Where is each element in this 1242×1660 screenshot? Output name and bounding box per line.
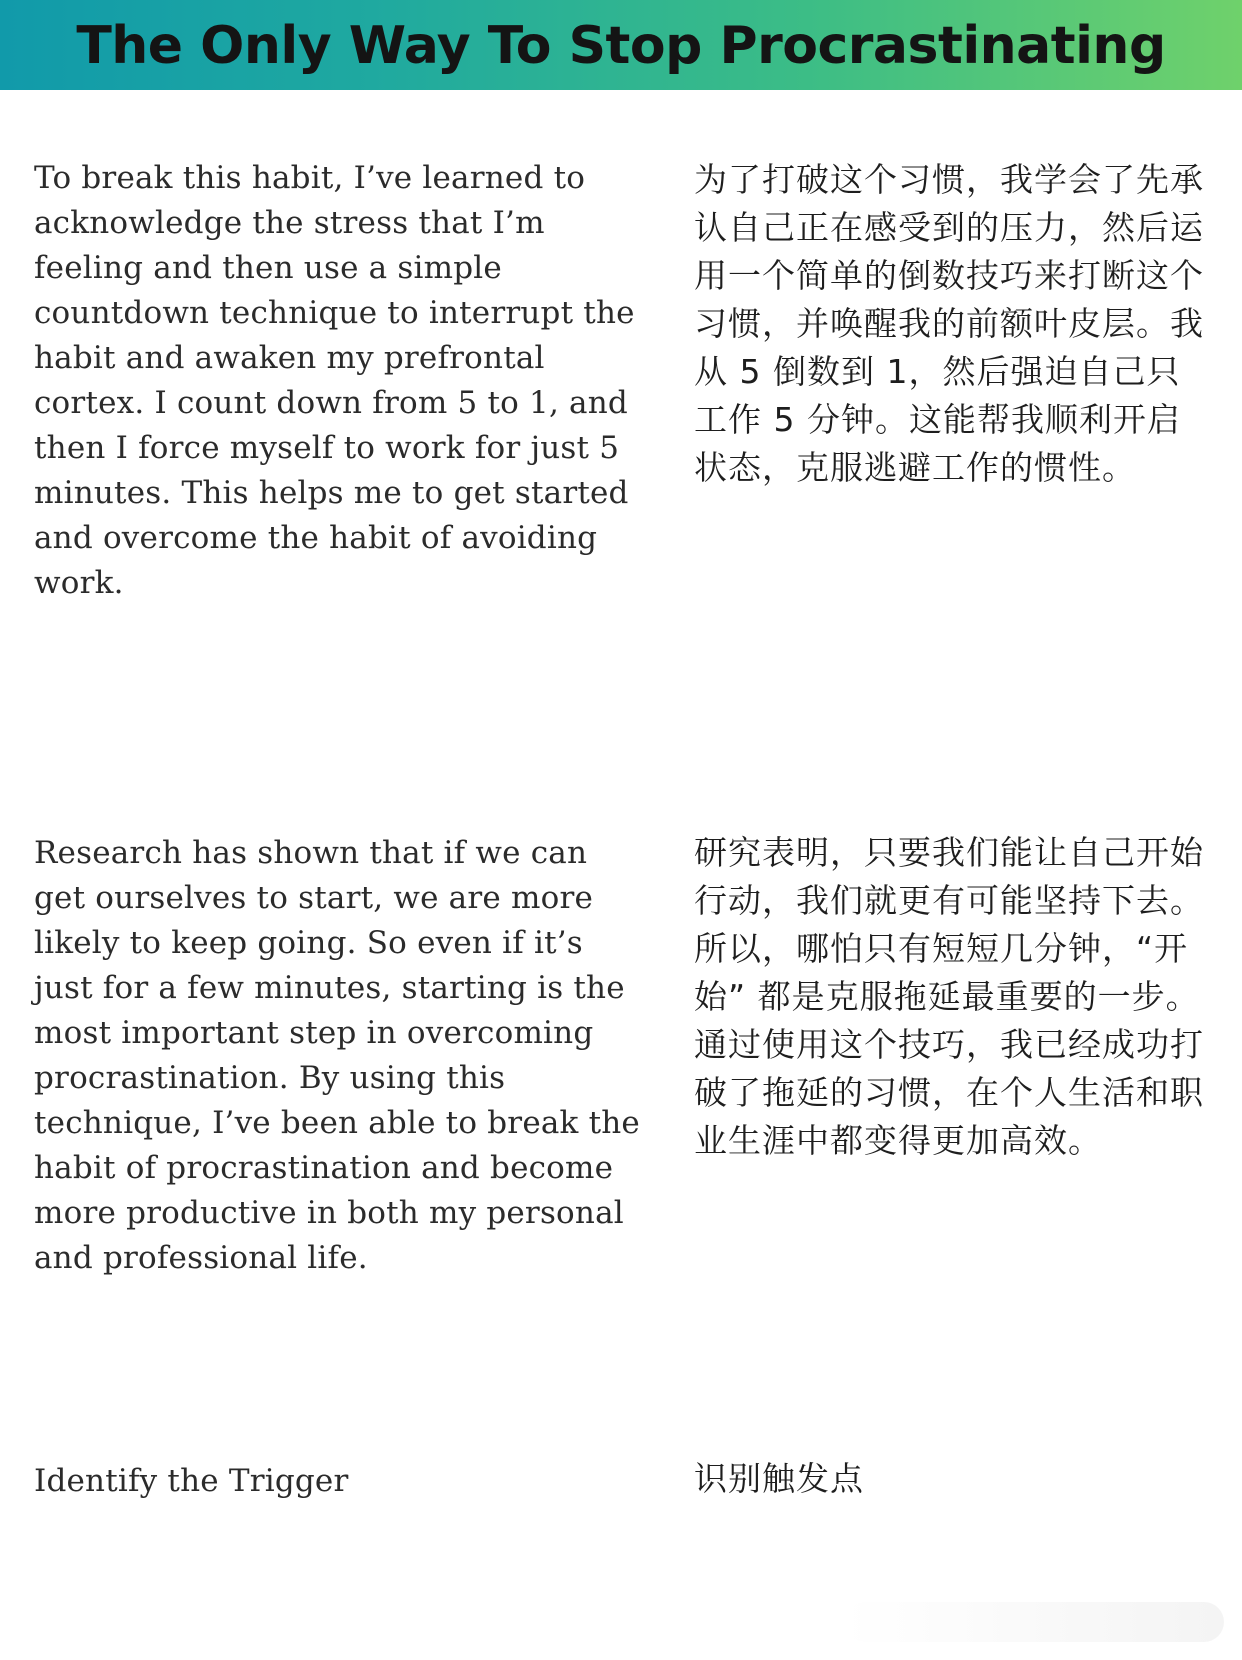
heading-chinese: 识别触发点: [694, 1459, 864, 1498]
paragraph-2-english: Research has shown that if we can get ourselves to start, we are more likely to keep going. So even if it’s just for a few minutes, starting is the most important step in overcoming procrastination. By using this technique, I’ve been able to break the habit of procrastination and become more productive in both my personal and professional life.: [34, 835, 640, 1276]
paragraph-1-english: To break this habit, I’ve learned to acknowledge the stress that I’m feeling and then use a simple countdown technique to interrupt the habit and awaken my prefrontal cortex. I count down from 5 to 1, and then I force myself to work for just 5 minutes. This helps me to get started and overcome the habit of avoiding work.: [34, 160, 635, 601]
paragraph-2-chinese: 研究表明，只要我们能让自己开始行动，我们就更有可能坚持下去。所以，哪怕只有短短几分钟，“开始” 都是克服拖延最重要的一步。通过使用这个技巧，我已经成功打破了拖延的习惯，在个人生活和职业生涯中都变得更加高效。: [694, 833, 1204, 1160]
watermark: [844, 1602, 1224, 1642]
paragraph-1-chinese: 为了打破这个习惯，我学会了先承认自己正在感受到的压力，然后运用一个简单的倒数技巧来打断这个习惯，并唤醒我的前额叶皮层。我从 5 倒数到 1，然后强迫自己只工作 5 分钟。这能帮我顺利开启状态，克服逃避工作的惯性。: [694, 160, 1204, 487]
page-title: The Only Way To Stop Procrastinating: [76, 16, 1166, 76]
heading-english: Identify the Trigger: [34, 1463, 349, 1499]
